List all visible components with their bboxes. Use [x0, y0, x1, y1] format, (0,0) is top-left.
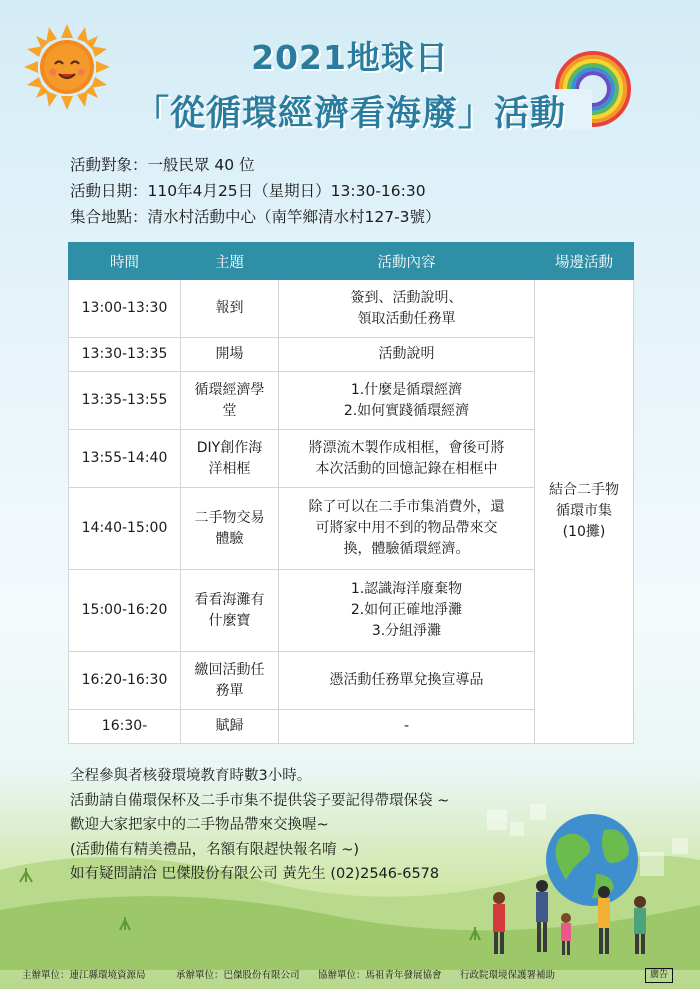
footer-executor: 承辦單位：巴傑股份有限公司 [176, 970, 300, 981]
row-time: 15:00-16:20 [69, 570, 181, 652]
row-topic: 報到 [181, 280, 279, 338]
info-audience: 活動對象：一般民眾 40 位 [70, 156, 255, 174]
row-time: 13:35-13:55 [69, 372, 181, 430]
table-row [69, 280, 634, 338]
row-time: 13:00-13:30 [69, 280, 181, 338]
row-content: 除了可以在二手市集消費外，還 可將家中用不到的物品帶來交 換，體驗循環經濟。 [279, 488, 535, 570]
row-topic: 繳回活動任 務單 [181, 652, 279, 710]
row-time: 13:30-13:35 [69, 338, 181, 372]
side-activity-cell: 結合二手物 循環市集 (10攤) [535, 280, 634, 744]
row-content: 活動說明 [279, 338, 535, 372]
header-topic: 主題 [181, 243, 279, 280]
event-info [70, 152, 441, 230]
row-content: 憑活動任務單兌換宣導品 [279, 652, 535, 710]
row-content: - [279, 710, 535, 744]
row-topic: 開場 [181, 338, 279, 372]
note-gifts: (活動備有精美禮品，名額有限趕快報名唷 ~) [70, 841, 360, 858]
row-topic: 二手物交易 體驗 [181, 488, 279, 570]
row-topic: 賦歸 [181, 710, 279, 744]
note-bring-cup: 活動請自備環保杯及二手市集不提供袋子要記得帶環保袋 ~ [70, 792, 450, 809]
schedule-table [68, 242, 634, 744]
note-hours: 全程參與者核發環境教育時數3小時。 [70, 768, 312, 784]
header-side-activity: 場邊活動 [535, 243, 634, 280]
header-time: 時間 [69, 243, 181, 280]
schedule-header-row [69, 243, 634, 280]
event-title-main: 「從循環經濟看海廢」活動 [133, 94, 566, 134]
footer [0, 963, 700, 989]
row-topic: 循環經濟學 堂 [181, 372, 279, 430]
ad-label: 廣告 [645, 968, 673, 983]
note-exchange: 歡迎大家把家中的二手物品帶來交換喔~ [70, 817, 329, 833]
row-time: 13:55-14:40 [69, 430, 181, 488]
row-time: 16:20-16:30 [69, 652, 181, 710]
event-notes [70, 764, 449, 887]
row-content: 1.認識海洋廢棄物 2.如何正確地淨灘 3.分組淨灘 [279, 570, 535, 652]
header-content: 活動內容 [279, 243, 535, 280]
earth-globe-icon [546, 814, 638, 906]
footer-co-organizer: 協辦單位：馬祖青年發展協會 [318, 970, 442, 981]
row-content: 簽到、活動說明、 領取活動任務單 [279, 280, 535, 338]
footer-organizer: 主辦單位：連江縣環境資源局 [22, 970, 146, 981]
row-topic: 看看海灘有 什麼寶 [181, 570, 279, 652]
row-content: 將漂流木製作成相框，會後可將 本次活動的回憶記錄在相框中 [279, 430, 535, 488]
info-date: 活動日期：110年4月25日（星期日）13:30-16:30 [70, 182, 426, 200]
event-title-year: 2021地球日 [251, 38, 449, 77]
info-location: 集合地點：清水村活動中心（南竿鄉清水村127-3號） [70, 208, 441, 226]
row-topic: DIY創作海 洋相框 [181, 430, 279, 488]
row-time: 16:30- [69, 710, 181, 744]
row-content: 1.什麼是循環經濟 2.如何實踐循環經濟 [279, 372, 535, 430]
note-contact: 如有疑問請洽 巴傑股份有限公司 黃先生 (02)2546-6578 [70, 866, 440, 882]
footer-sponsor: 行政院環境保護署補助 [460, 970, 556, 981]
row-time: 14:40-15:00 [69, 488, 181, 570]
